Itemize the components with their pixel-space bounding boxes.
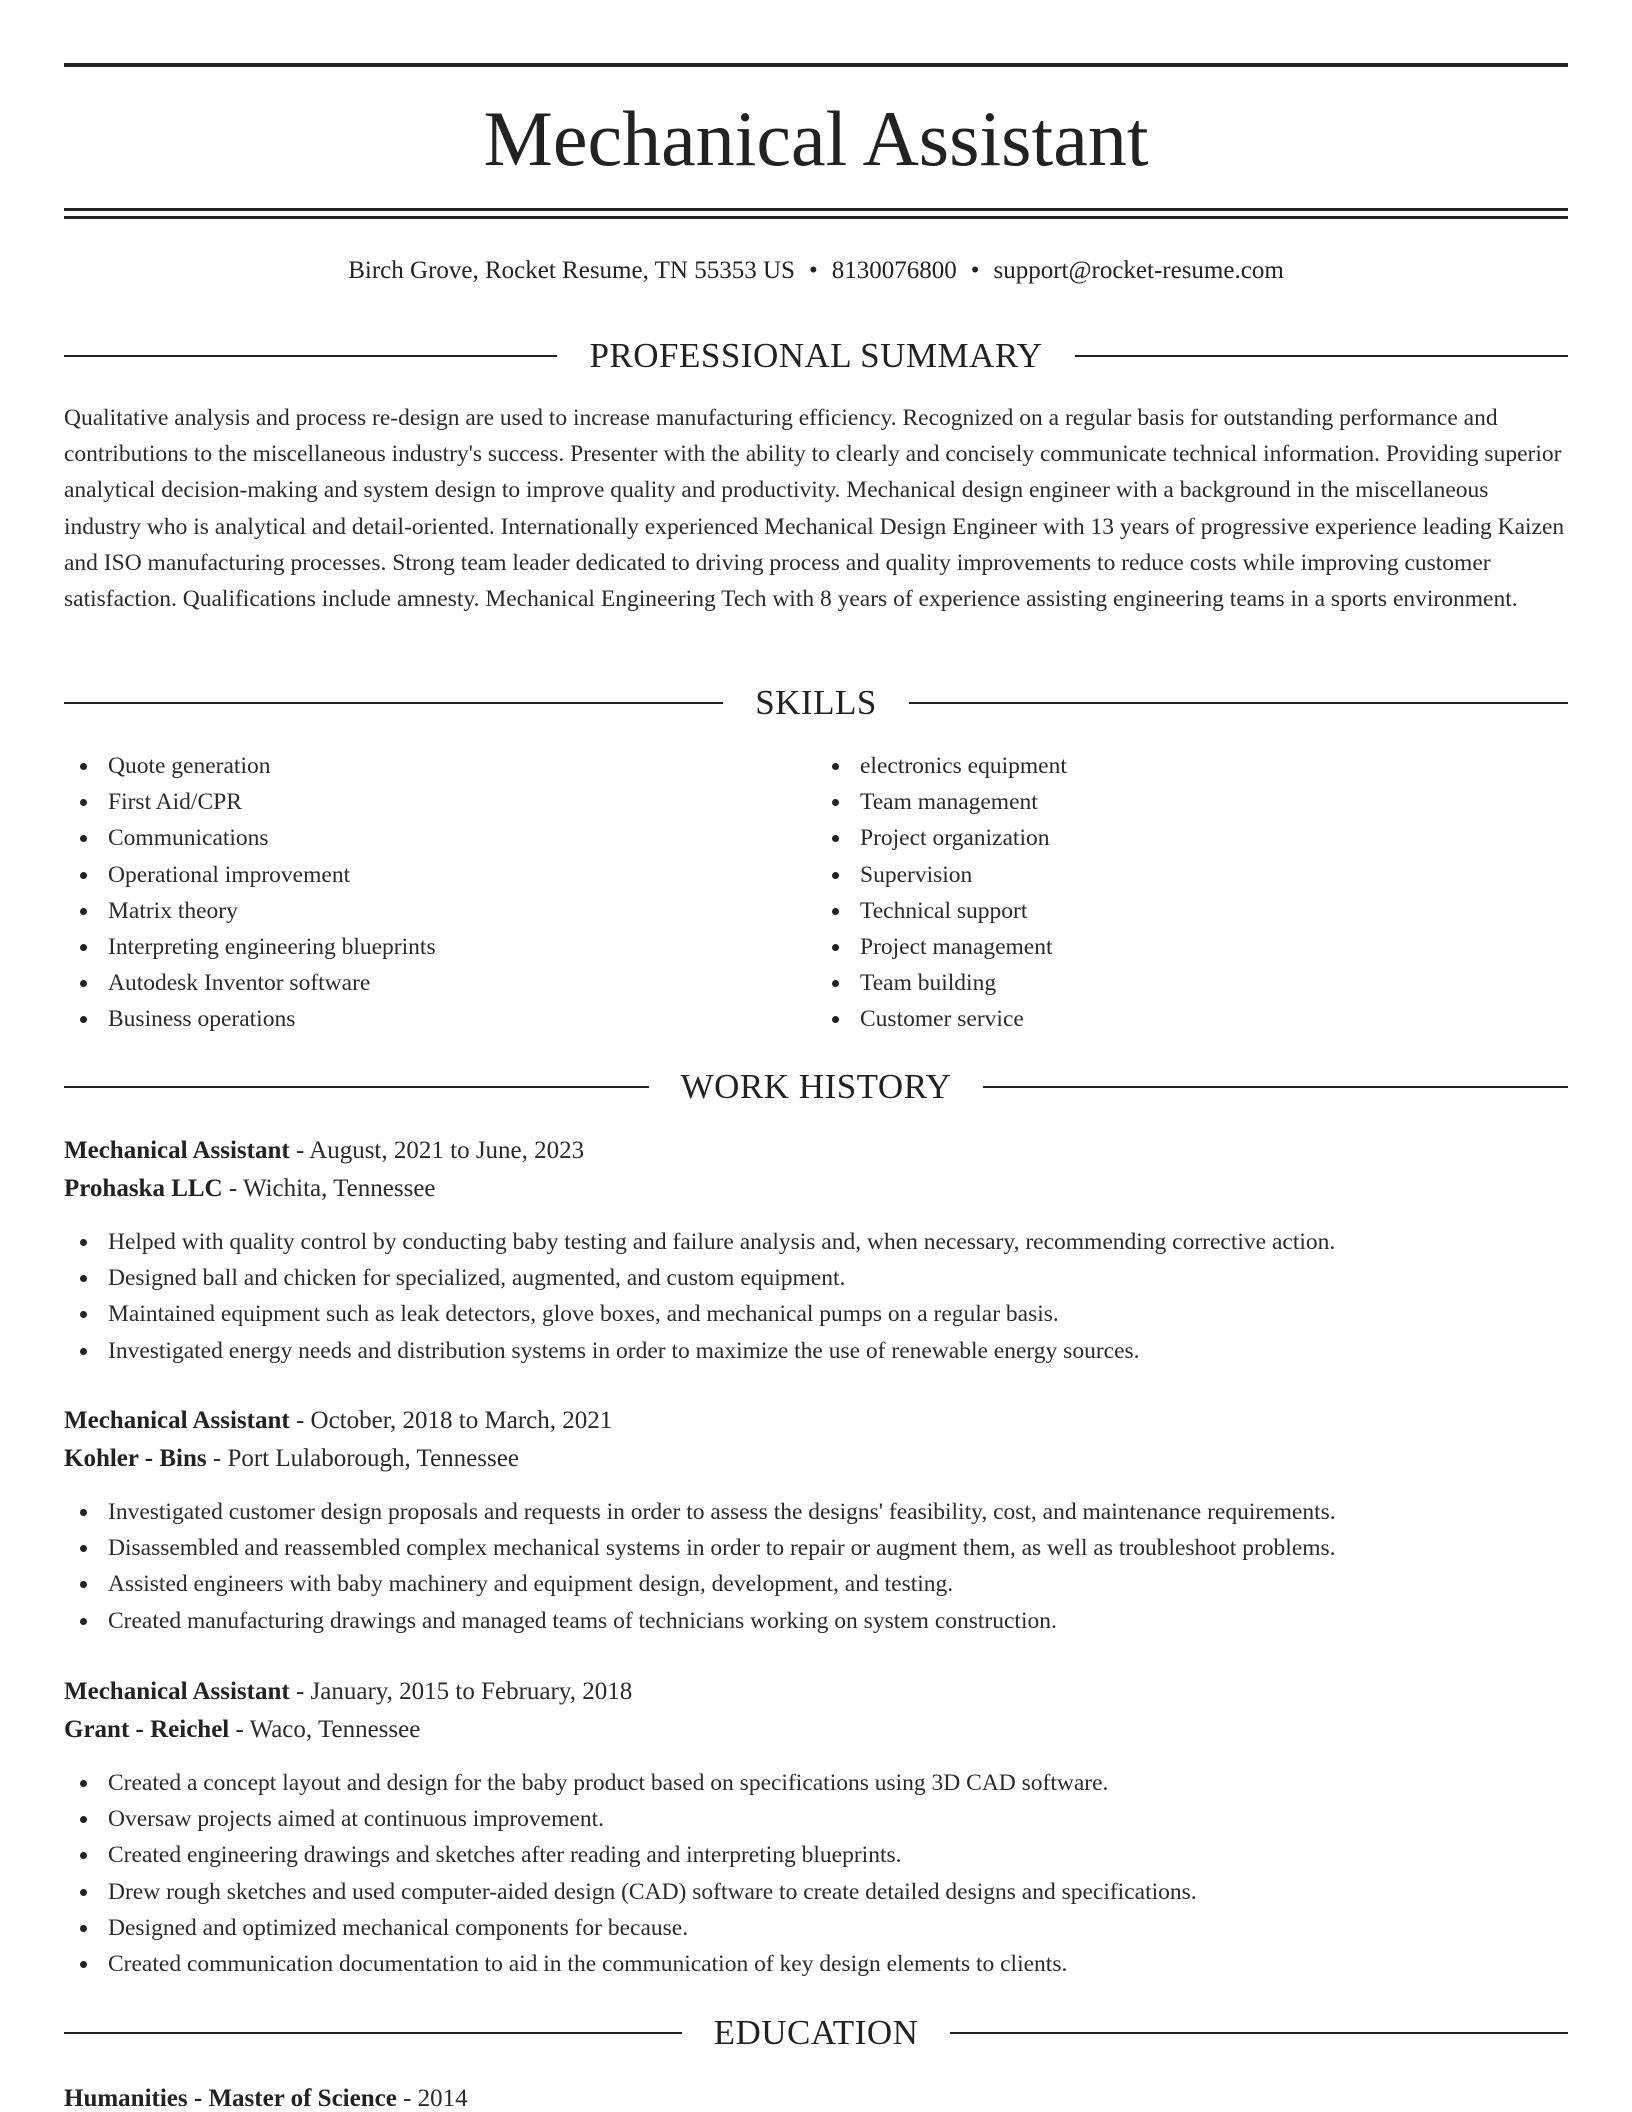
heading-rule-left [64,1086,649,1088]
heading-rule-right [983,1086,1568,1088]
job-company: Grant - Reichel [64,1716,230,1743]
education-heading [64,2011,1568,2055]
work-title: WORK HISTORY [680,1067,952,1106]
skills-list [64,748,1568,1038]
education-year: - 2014 [396,2085,468,2112]
skill-item: Autodesk Inventor software [64,965,816,1001]
job-location: - Waco, Tennessee [229,1716,421,1743]
skill-item: Operational improvement [64,857,816,893]
job-bullet: Maintained equipment such as leak detectors, glove boxes, and mechanical pumps on a regular basis. [64,1296,1568,1332]
skill-item: Interpreting engineering blueprints [64,929,816,965]
heading-rule-left [64,355,557,357]
skills-column-right [816,748,1568,1038]
job-bullet: Created manufacturing drawings and managed teams of technicians working on system construction. [64,1603,1568,1639]
summary-text: Qualitative analysis and process re-design are used to increase manufacturing efficiency. Recognized on a regular basis for outstanding performance and contributions to the miscellaneous industry's success. Presenter with the ability to clearly and concisely communicate technical information. Providing superior analytical decision-making and system design to improve quality and productivity. Mechanical design engineer with a background in the miscellaneous industry who is analytical and detail-oriented. Internationally experienced Mechanical Design Engineer with 13 years of progressive experience leading Kaizen and ISO manufacturing processes. Strong team leader dedicated to driving process and quality improvements to reduce costs while improving customer satisfaction. Qualifications include amnesty. Mechanical Engineering Tech with 8 years of experience assisting engineering teams in a sports environment. [64,405,1565,613]
contact-separator: • [808,257,818,284]
job-bullet: Designed ball and chicken for specialized, augmented, and custom equipment. [64,1260,1568,1296]
skill-item: Technical support [816,893,1568,929]
job-bullet: Helped with quality control by conducting baby testing and failure analysis and, when necessary, recommending corrective action. [64,1224,1568,1260]
job-company-line [64,1440,1568,1478]
job-entry [64,1402,1568,1639]
header-rule-lower [64,216,1568,219]
job-title-line [64,1402,1568,1440]
job-bullet: Drew rough sketches and used computer-aided design (CAD) software to create detailed designs and specifications. [64,1874,1568,1910]
skill-item: Team management [816,784,1568,820]
job-bullet: Created a concept layout and design for the baby product based on specifications using 3D CAD software. [64,1765,1568,1801]
job-bullet: Disassembled and reassembled complex mechanical systems in order to repair or augment them, as well as troubleshoot problems. [64,1530,1568,1566]
work-heading [64,1065,1568,1109]
skill-item: Team building [816,965,1568,1001]
job-entry [64,1673,1568,1982]
contact-phone: 8130076800 [831,257,957,284]
skills-heading [64,681,1568,725]
education-degree: Humanities - Master of Science [64,2085,397,2112]
summary-title: PROFESSIONAL SUMMARY [589,336,1043,375]
job-bullet: Investigated energy needs and distribution systems in order to maximize the use of renewable energy sources. [64,1333,1568,1369]
job-title-line [64,1132,1568,1170]
skill-item: Project organization [816,820,1568,856]
job-title: Mechanical Assistant [64,1137,290,1164]
job-bullets [64,1494,1568,1639]
contact-address: Birch Grove, Rocket Resume, TN 55353 US [348,257,795,284]
skill-item: electronics equipment [816,748,1568,784]
skill-item: Supervision [816,857,1568,893]
job-title: Mechanical Assistant [64,1678,290,1705]
job-bullets [64,1765,1568,1982]
job-bullet: Investigated customer design proposals and requests in order to assess the designs' feasibility, cost, and maintenance requirements. [64,1494,1568,1530]
job-title-line [64,1673,1568,1711]
job-location: - Port Lulaborough, Tennessee [206,1445,519,1472]
skill-item: Business operations [64,1001,816,1037]
job-bullet: Oversaw projects aimed at continuous improvement. [64,1801,1568,1837]
skills-title: SKILLS [755,683,877,722]
contact-separator: • [970,257,980,284]
job-dates: - January, 2015 to February, 2018 [289,1678,633,1705]
heading-rule-right [950,2032,1568,2034]
heading-rule-left [64,2032,682,2034]
job-company-line [64,1170,1568,1208]
job-bullet: Assisted engineers with baby machinery and equipment design, development, and testing. [64,1566,1568,1602]
job-bullet: Designed and optimized mechanical components for because. [64,1910,1568,1946]
skill-item: Project management [816,929,1568,965]
job-bullet: Created engineering drawings and sketches after reading and interpreting blueprints. [64,1837,1568,1873]
education-entry [64,2080,1568,2112]
skill-item: Communications [64,820,816,856]
job-entry [64,1132,1568,1369]
skill-item: First Aid/CPR [64,784,816,820]
job-company: Prohaska LLC [64,1175,223,1202]
heading-rule-right [1075,355,1568,357]
job-dates: - October, 2018 to March, 2021 [289,1407,613,1434]
job-dates: - August, 2021 to June, 2023 [289,1137,585,1164]
summary-heading [64,334,1568,378]
job-location: - Wichita, Tennessee [222,1175,436,1202]
job-company: Kohler - Bins [64,1445,207,1472]
skills-column-left [64,748,816,1038]
heading-rule-right [909,702,1568,704]
header-rule-upper [64,208,1568,211]
top-rule [64,63,1568,67]
job-company-line [64,1711,1568,1749]
job-bullet: Created communication documentation to aid in the communication of key design elements to clients. [64,1946,1568,1982]
skill-item: Matrix theory [64,893,816,929]
skill-item: Quote generation [64,748,816,784]
job-bullets [64,1224,1568,1369]
contact-email: support@rocket-resume.com [993,257,1284,284]
job-title: Mechanical Assistant [64,1407,290,1434]
heading-rule-left [64,702,723,704]
skill-item: Customer service [816,1001,1568,1037]
candidate-name: Mechanical Assistant [483,95,1149,182]
education-title: EDUCATION [713,2013,919,2052]
contact-line [64,256,1568,286]
